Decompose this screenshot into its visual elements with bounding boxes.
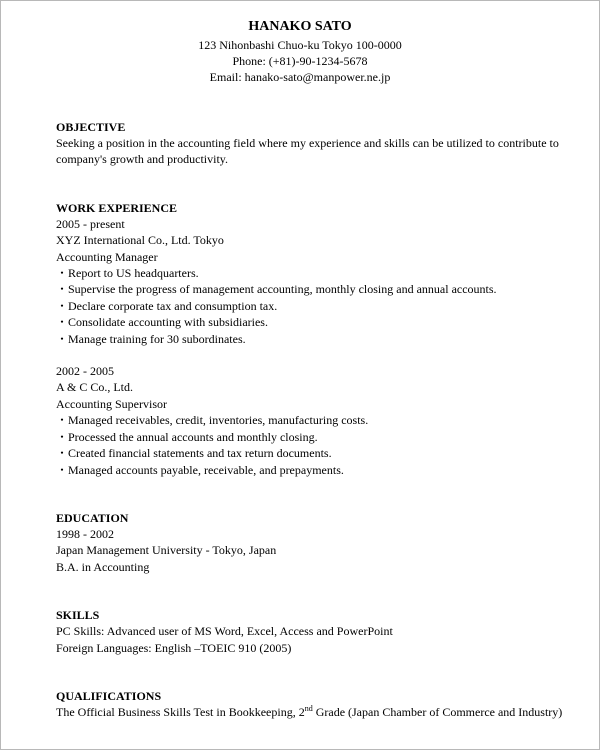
education-degree: B.A. in Accounting <box>56 559 150 574</box>
objective-section <box>56 119 559 168</box>
skills-title: SKILLS <box>56 608 100 623</box>
qualification-superscript: nd <box>304 703 313 713</box>
resume-body <box>56 119 563 720</box>
job-duty: ・Processed the annual accounts and monthly closing. <box>56 429 318 444</box>
job-duty: ・Consolidate accounting with subsidiaries. <box>56 315 268 330</box>
job-duty: ・Supervise the progress of management accounting, monthly closing and annual accounts. <box>56 282 497 297</box>
qualification-text-end: Grade (Japan Chamber of Commerce and Industry) <box>312 704 563 719</box>
education-school: Japan Management University - Tokyo, Japan <box>56 543 277 558</box>
resume-header <box>1 1 599 85</box>
job-duty: ・Managed receivables, credit, inventories, manufacturing costs. <box>56 413 369 428</box>
qualifications-title: QUALIFICATIONS <box>56 688 162 703</box>
job-period: 2002 - 2005 <box>56 364 114 379</box>
education-section <box>56 510 559 575</box>
skills-pc: PC Skills: Advanced user of MS Word, Excel, Access and PowerPoint <box>56 624 393 639</box>
work-experience-title: WORK EXPERIENCE <box>56 200 178 215</box>
job-period: 2005 - present <box>56 216 125 231</box>
candidate-name: HANAKO SATO <box>248 19 352 34</box>
job-company: XYZ International Co., Ltd. Tokyo <box>56 233 224 248</box>
qualification-text: The Official Business Skills Test in Bookkeeping, 2 <box>56 704 305 719</box>
job-role: Accounting Manager <box>56 249 158 264</box>
address-line: 123 Nihonbashi Chuo-ku Tokyo 100-0000 <box>198 38 402 52</box>
job-duty: ・Managed accounts payable, receivable, and prepayments. <box>56 462 344 477</box>
job-role: Accounting Supervisor <box>56 396 167 411</box>
work-experience-section <box>56 200 559 478</box>
objective-title: OBJECTIVE <box>56 120 126 134</box>
skills-section <box>56 607 559 656</box>
job-company: A & C Co., Ltd. <box>56 380 134 395</box>
qualifications-section <box>56 688 563 720</box>
email-line: Email: hanako-sato@manpower.ne.jp <box>209 70 391 84</box>
job-duty: ・Created financial statements and tax return documents. <box>56 446 332 461</box>
qualification-item <box>56 703 563 720</box>
job-entry <box>56 216 559 347</box>
job-duty: ・Manage training for 30 subordinates. <box>56 331 246 346</box>
job-entry <box>56 363 559 478</box>
job-duty: ・Declare corporate tax and consumption tax. <box>56 298 278 313</box>
job-duty: ・Report to US headquarters. <box>56 266 199 281</box>
phone-line: Phone: (+81)-90-1234-5678 <box>232 54 368 68</box>
objective-text: Seeking a position in the accounting field where my experience and skills can be utilized to contribute to company's growth and productivity. <box>56 136 559 167</box>
skills-languages: Foreign Languages: English –TOEIC 910 (2005) <box>56 640 292 655</box>
education-period: 1998 - 2002 <box>56 526 114 541</box>
education-title: EDUCATION <box>56 510 129 525</box>
